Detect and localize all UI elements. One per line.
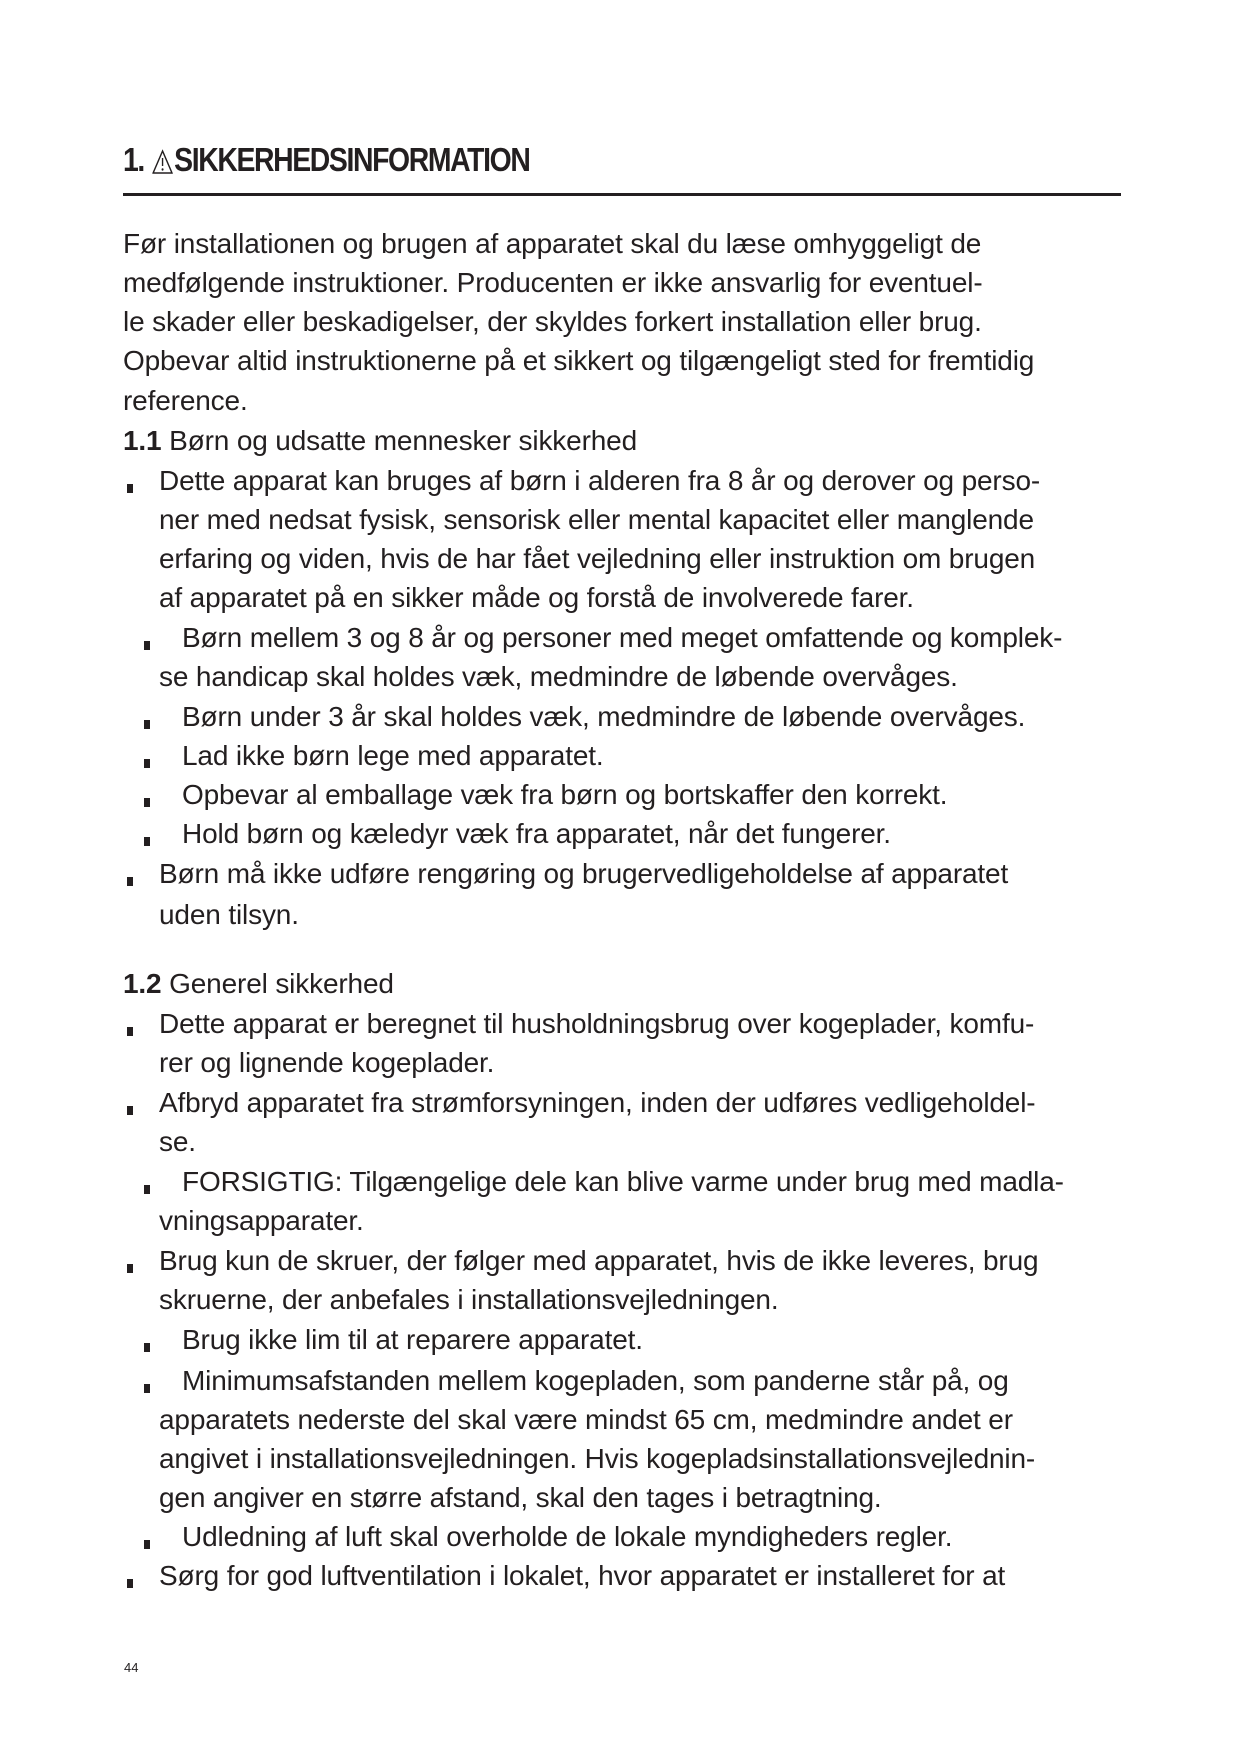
heading-rule [123, 193, 1121, 196]
list-item-line: Udledning af luft skal overholde de lokale myndigheders regler. [182, 1521, 953, 1552]
intro-line: reference. [123, 385, 248, 416]
list-item-line: Hold børn og kæledyr væk fra apparatet, når det fungerer. [182, 818, 891, 849]
list-item-line: skruerne, der anbefales i installationsvejledningen. [159, 1284, 779, 1315]
section-number: 1. [123, 141, 144, 178]
intro-line: le skader eller beskadigelser, der skyldes forkert installation eller brug. [123, 306, 982, 337]
list-item-line: Afbryd apparatet fra strømforsyningen, inden der udføres vedligeholdel- [159, 1087, 1036, 1118]
list-item-line: af apparatet på en sikker måde og forstå de involverede farer. [159, 582, 914, 613]
bullet-marker [127, 1027, 133, 1036]
intro-line: medfølgende instruktioner. Producenten er ikke ansvarlig for eventuel- [123, 267, 983, 298]
bullet-marker [144, 1384, 150, 1393]
list-item-line: ner med nedsat fysisk, sensorisk eller mental kapacitet eller manglende [159, 504, 1034, 535]
list-item-line: apparatets nederste del skal være mindst 65 cm, medmindre andet er [159, 1404, 1013, 1435]
list-item-line: Børn under 3 år skal holdes væk, medmindre de løbende overvåges. [182, 701, 1026, 732]
subsection-heading-1-2 [123, 966, 394, 1002]
list-item-line: rer og lignende kogeplader. [159, 1047, 495, 1078]
subsection-title: Børn og udsatte mennesker sikkerhed [169, 425, 638, 456]
page-number: 44 [124, 1660, 139, 1675]
list-item-line: Lad ikke børn lege med apparatet. [182, 740, 604, 771]
list-item-line: Minimumsafstanden mellem kogepladen, som panderne står på, og [182, 1365, 1009, 1396]
bullet-marker [144, 641, 150, 650]
section-heading [123, 140, 529, 180]
list-item-line: se. [159, 1126, 196, 1157]
list-item-line: Brug ikke lim til at reparere apparatet. [182, 1324, 643, 1355]
list-item-line: Brug kun de skruer, der følger med apparatet, hvis de ikke leveres, brug [159, 1245, 1039, 1276]
list-item-line: Sørg for god luftventilation i lokalet, hvor apparatet er installeret for at [159, 1560, 1006, 1591]
bullet-marker [127, 877, 133, 886]
bullet-marker [144, 1185, 150, 1194]
bullet-marker [127, 1264, 133, 1273]
list-item-line: Børn mellem 3 og 8 år og personer med meget omfattende og komplek- [182, 622, 1063, 653]
bullet-marker [127, 1579, 133, 1588]
list-item-line: FORSIGTIG: Tilgængelige dele kan blive varme under brug med madla- [182, 1166, 1064, 1197]
bullet-marker [144, 1540, 150, 1549]
list-item-line: se handicap skal holdes væk, medmindre de løbende overvåges. [159, 661, 958, 692]
subsection-number: 1.2 [123, 968, 162, 999]
section-title: SIKKERHEDSINFORMATION [174, 141, 530, 178]
bullet-marker [144, 759, 150, 768]
bullet-marker [127, 1106, 133, 1115]
list-item-line: erfaring og viden, hvis de har fået vejledning eller instruktion om brugen [159, 543, 1036, 574]
bullet-marker [144, 837, 150, 846]
bullet-marker [144, 798, 150, 807]
list-item-line: gen angiver en større afstand, skal den tages i betragtning. [159, 1482, 882, 1513]
list-item-line: vningsapparater. [159, 1205, 364, 1236]
subsection-number: 1.1 [123, 425, 162, 456]
list-item-line: uden tilsyn. [159, 899, 299, 930]
warning-triangle-icon [152, 149, 173, 175]
bullet-marker [144, 1343, 150, 1352]
intro-line: Opbevar altid instruktionerne på et sikkert og tilgængeligt sted for fremtidig [123, 345, 1035, 376]
intro-line: Før installationen og brugen af apparatet skal du læse omhyggeligt de [123, 228, 982, 259]
bullet-marker [127, 484, 133, 493]
list-item-line: angivet i installationsvejledningen. Hvis kogepladsinstallationsvejlednin- [159, 1443, 1036, 1474]
subsection-heading-1-1 [123, 423, 637, 459]
list-item-line: Dette apparat kan bruges af børn i alderen fra 8 år og derover og perso- [159, 465, 1041, 496]
list-item-line: Opbevar al emballage væk fra børn og bortskaffer den korrekt. [182, 779, 948, 810]
list-item-line: Dette apparat er beregnet til husholdningsbrug over kogeplader, komfu- [159, 1008, 1035, 1039]
list-item-line: Børn må ikke udføre rengøring og brugervedligeholdelse af apparatet [159, 858, 1009, 889]
bullet-marker [144, 720, 150, 729]
subsection-title: Generel sikkerhed [169, 968, 394, 999]
